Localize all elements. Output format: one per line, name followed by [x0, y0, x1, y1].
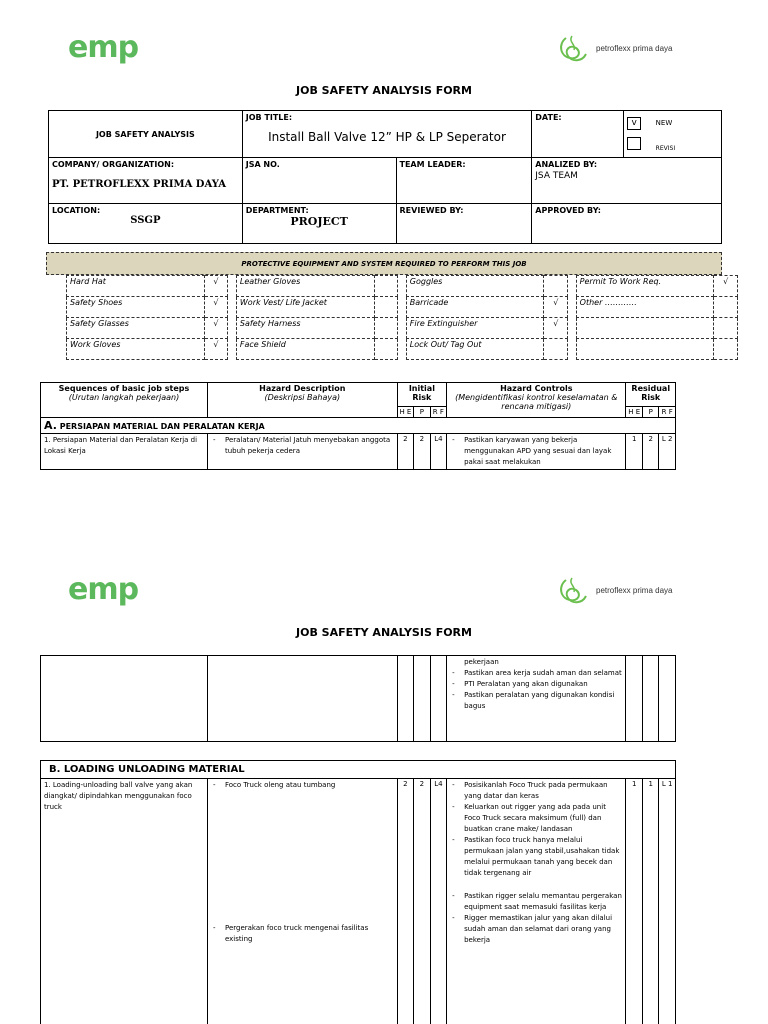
initial-p: P: [414, 407, 430, 418]
jsa-label: JOB SAFETY ANALYSIS: [95, 129, 195, 139]
section-a-letter: A.: [44, 419, 57, 432]
ppe-item-check[interactable]: [714, 318, 738, 339]
petroflexx-mark-icon: [556, 576, 592, 606]
jsa-no-cell: [242, 158, 396, 204]
cont-control-2: - PTI Peralatan yang akan digunakan: [450, 679, 622, 690]
ppe-gap: [228, 276, 237, 297]
emp-logo-p2: emp: [68, 572, 139, 607]
ppe-item-label: Hard Hat: [67, 276, 205, 297]
company-value: PT. PETROFLEXX PRIMA DAYA: [52, 179, 226, 190]
ppe-item-check[interactable]: √: [544, 297, 568, 318]
approved-cell: [532, 204, 722, 244]
location-cell: [49, 204, 243, 244]
petroflexx-mark-icon: [556, 34, 592, 64]
ppe-item-label: Fire Extinguisher: [406, 318, 544, 339]
analized-label: ANALIZED BY:: [535, 160, 598, 169]
b1-p: 2: [414, 779, 430, 1024]
b1-hazard-2: - Pergerakan foco truck mengenai fasilitas existing: [211, 923, 394, 945]
date-label: DATE:: [535, 113, 562, 122]
department-cell: [242, 204, 396, 244]
ppe-gap: [398, 339, 407, 360]
ppe-item-check[interactable]: √: [204, 318, 228, 339]
col-residual-label: Residual Risk: [631, 384, 671, 402]
company-label: COMPANY/ ORGANIZATION:: [52, 160, 175, 169]
initial-h: H E: [397, 407, 413, 418]
reviewed-label: REVIEWED BY:: [399, 206, 464, 215]
col-controls-sub: (Mengidentifikasi kontrol keselamatan & rencana mitigasi): [455, 393, 618, 411]
b1-rr: L 1: [659, 779, 676, 1024]
ppe-item-label: Work Gloves: [67, 339, 205, 360]
jsa-label-cell: [49, 111, 243, 158]
form-title: JOB SAFETY ANALYSIS FORM: [296, 84, 472, 97]
ppe-gap: [398, 297, 407, 318]
ppe-item-label: Goggles: [406, 276, 544, 297]
reviewed-cell: [396, 204, 532, 244]
col-controls-label: Hazard Controls: [500, 384, 573, 393]
jsa-continuation-table: [40, 655, 676, 742]
cont-rr: [659, 656, 676, 742]
petroflexx-logo: [556, 34, 696, 64]
a1-rp: 2: [642, 434, 658, 470]
col-controls: [447, 383, 626, 418]
company-cell: [49, 158, 243, 204]
status-cell: [624, 111, 722, 158]
b1-control-2: - Keluarkan out rigger yang ada pada unit Foco Truck secara maksimum (full) dan buatkan crane make/ landasan: [450, 802, 622, 835]
jsa-table: [40, 382, 676, 470]
b1-control-1: - Posisikanlah Foco Truck pada permukaan yang datar dan keras: [450, 780, 622, 802]
cont-p: [414, 656, 430, 742]
initial-r: R F: [430, 407, 446, 418]
section-b-row: [41, 761, 676, 779]
b1-h: 2: [397, 779, 413, 1024]
a1-rr: L 2: [659, 434, 676, 470]
jsa-no-label: JSA NO.: [245, 160, 280, 169]
cont-step: [41, 656, 208, 742]
section-a-title: PERSIAPAN MATERIAL DAN PERALATAN KERJA: [59, 422, 265, 431]
jsa-section-b-table: [40, 760, 676, 1024]
col-steps: [41, 383, 208, 418]
a1-control-cell: [447, 434, 626, 470]
a1-control: - Pastikan karyawan yang bekerja menggunakan APD yang sesuai dan layak pakai saat melakukan: [450, 435, 622, 468]
ppe-item-check[interactable]: [374, 318, 398, 339]
analized-cell: [532, 158, 722, 204]
ppe-gap: [228, 318, 237, 339]
ppe-item-label: [576, 318, 714, 339]
a1-step: 1. Persiapan Material dan Peralatan Kerja di Lokasi Kerja: [41, 434, 208, 470]
cont-control-1: - Pastikan area kerja sudah aman dan selamat: [450, 668, 622, 679]
col-hazard: [207, 383, 397, 418]
team-leader-label: TEAM LEADER:: [399, 160, 466, 169]
team-leader-cell: [396, 158, 532, 204]
ppe-table: [66, 275, 738, 360]
jsa-header-table: [48, 110, 722, 244]
ppe-item-label: Other …………: [576, 297, 714, 318]
col-initial-label: Initial Risk: [408, 384, 435, 402]
cont-h: [397, 656, 413, 742]
date-cell: [532, 111, 624, 158]
a1-h: 2: [397, 434, 413, 470]
new-label: NEW: [655, 119, 673, 127]
col-initial-risk: [397, 383, 446, 407]
analized-value: JSA TEAM: [535, 171, 578, 181]
a1-r: L4: [430, 434, 446, 470]
ppe-item-label: Lock Out/ Tag Out: [406, 339, 544, 360]
new-checkbox[interactable]: v: [627, 117, 641, 130]
cont-control-3: - Pastikan peralatan yang digunakan kondisi bagus: [450, 690, 622, 712]
ppe-gap: [228, 339, 237, 360]
col-steps-label: Sequences of basic job steps: [58, 384, 190, 393]
ppe-item-label: [576, 339, 714, 360]
ppe-item-check[interactable]: [374, 297, 398, 318]
ppe-item-check[interactable]: [714, 339, 738, 360]
ppe-item-label: Permit To Work Req.: [576, 276, 714, 297]
b1-control-4: - Pastikan rigger selalu memantau pergerakan equipment saat memasuki fasilitas kerja: [450, 891, 622, 913]
cont-controls-cell: [447, 656, 626, 742]
job-title-label: JOB TITLE:: [245, 113, 293, 122]
cont-control-0: pekerjaan: [464, 658, 499, 666]
ppe-row: [67, 339, 738, 360]
ppe-item-check[interactable]: [544, 339, 568, 360]
job-title-value: Install Ball Valve 12” HP & LP Seperator: [268, 130, 506, 144]
revisi-checkbox[interactable]: [627, 137, 641, 150]
ppe-gap: [568, 276, 577, 297]
a1-hazard: - Peralatan/ Material Jatuh menyebakan anggota tubuh pekerja cedera: [211, 435, 394, 457]
a1-hazard-cell: [207, 434, 397, 470]
ppe-item-check[interactable]: [374, 339, 398, 360]
col-steps-sub: (Urutan langkah pekerjaan): [68, 393, 180, 402]
col-hazard-sub: (Deskripsi Bahaya): [264, 393, 341, 402]
ppe-item-label: Safety Glasses: [67, 318, 205, 339]
department-label: DEPARTMENT:: [245, 206, 309, 215]
b1-r: L4: [430, 779, 446, 1024]
ppe-item-label: Safety Harness: [236, 318, 374, 339]
col-residual-risk: [626, 383, 676, 407]
cont-hazard: [207, 656, 397, 742]
ppe-item-label: Face Shield: [236, 339, 374, 360]
ppe-row: [67, 318, 738, 339]
ppe-item-check[interactable]: √: [544, 318, 568, 339]
residual-r: R F: [659, 407, 676, 418]
petroflexx-wordmark-p2: petroflexx prima daya: [596, 586, 673, 595]
col-hazard-label: Hazard Description: [259, 384, 346, 393]
job-title-cell: [242, 111, 532, 158]
emp-logo: emp: [68, 30, 139, 65]
ppe-item-check[interactable]: √: [204, 276, 228, 297]
ppe-item-check[interactable]: [544, 276, 568, 297]
ppe-item-label: Barricade: [406, 297, 544, 318]
approved-label: APPROVED BY:: [535, 206, 601, 215]
ppe-gap: [398, 318, 407, 339]
residual-p: P: [642, 407, 658, 418]
ppe-banner: PROTECTIVE EQUIPMENT AND SYSTEM REQUIRED TO PERFORM THIS JOB: [46, 252, 722, 275]
ppe-gap: [568, 318, 577, 339]
cont-rp: [642, 656, 658, 742]
ppe-gap: [398, 276, 407, 297]
b1-controls-cell: [447, 779, 626, 1024]
revisi-label: REVISI: [655, 145, 676, 152]
ppe-item-check[interactable]: √: [204, 339, 228, 360]
a1-rh: 1: [626, 434, 642, 470]
b1-rh: 1: [626, 779, 642, 1024]
b1-rp: 1: [642, 779, 658, 1024]
ppe-item-check[interactable]: [374, 276, 398, 297]
petroflexx-wordmark: petroflexx prima daya: [596, 44, 673, 53]
ppe-item-check[interactable]: [714, 297, 738, 318]
petroflexx-logo-p2: [556, 576, 696, 606]
ppe-gap: [568, 297, 577, 318]
cont-r: [430, 656, 446, 742]
section-b-title: B. LOADING UNLOADING MATERIAL: [49, 764, 245, 775]
ppe-gap: [568, 339, 577, 360]
ppe-row: [67, 297, 738, 318]
b1-step: 1. Loading-unloading ball valve yang akan diangkat/ dipindahkan menggunakan foco truck: [41, 779, 208, 1024]
ppe-item-check[interactable]: √: [204, 297, 228, 318]
residual-h: H E: [626, 407, 642, 418]
ppe-row: [67, 276, 738, 297]
b1-control-3: - Pastikan foco truck hanya melalui permukaan jalan yang stabil,usahakan tidak melalui permukaan tanah yang becek dan tidak tergenang air: [450, 835, 622, 879]
cont-rh: [626, 656, 642, 742]
ppe-item-label: Leather Gloves: [236, 276, 374, 297]
ppe-item-check[interactable]: √: [714, 276, 738, 297]
section-a-row: [41, 418, 676, 434]
b1-control-5: - Rigger memastikan jalur yang akan dilalui sudah aman dan selamat dari orang yang bekerja: [450, 913, 622, 946]
form-title-p2: JOB SAFETY ANALYSIS FORM: [296, 626, 472, 639]
b1-hazard-cell: [207, 779, 397, 1024]
ppe-item-label: Work Vest/ Life Jacket: [236, 297, 374, 318]
location-value: SSGP: [130, 215, 161, 226]
department-value: PROJECT: [290, 215, 348, 228]
ppe-gap: [228, 297, 237, 318]
ppe-item-label: Safety Shoes: [67, 297, 205, 318]
a1-p: 2: [414, 434, 430, 470]
location-label: LOCATION:: [52, 206, 101, 215]
b1-hazard-1: - Foco Truck oleng atau tumbang: [211, 780, 394, 791]
